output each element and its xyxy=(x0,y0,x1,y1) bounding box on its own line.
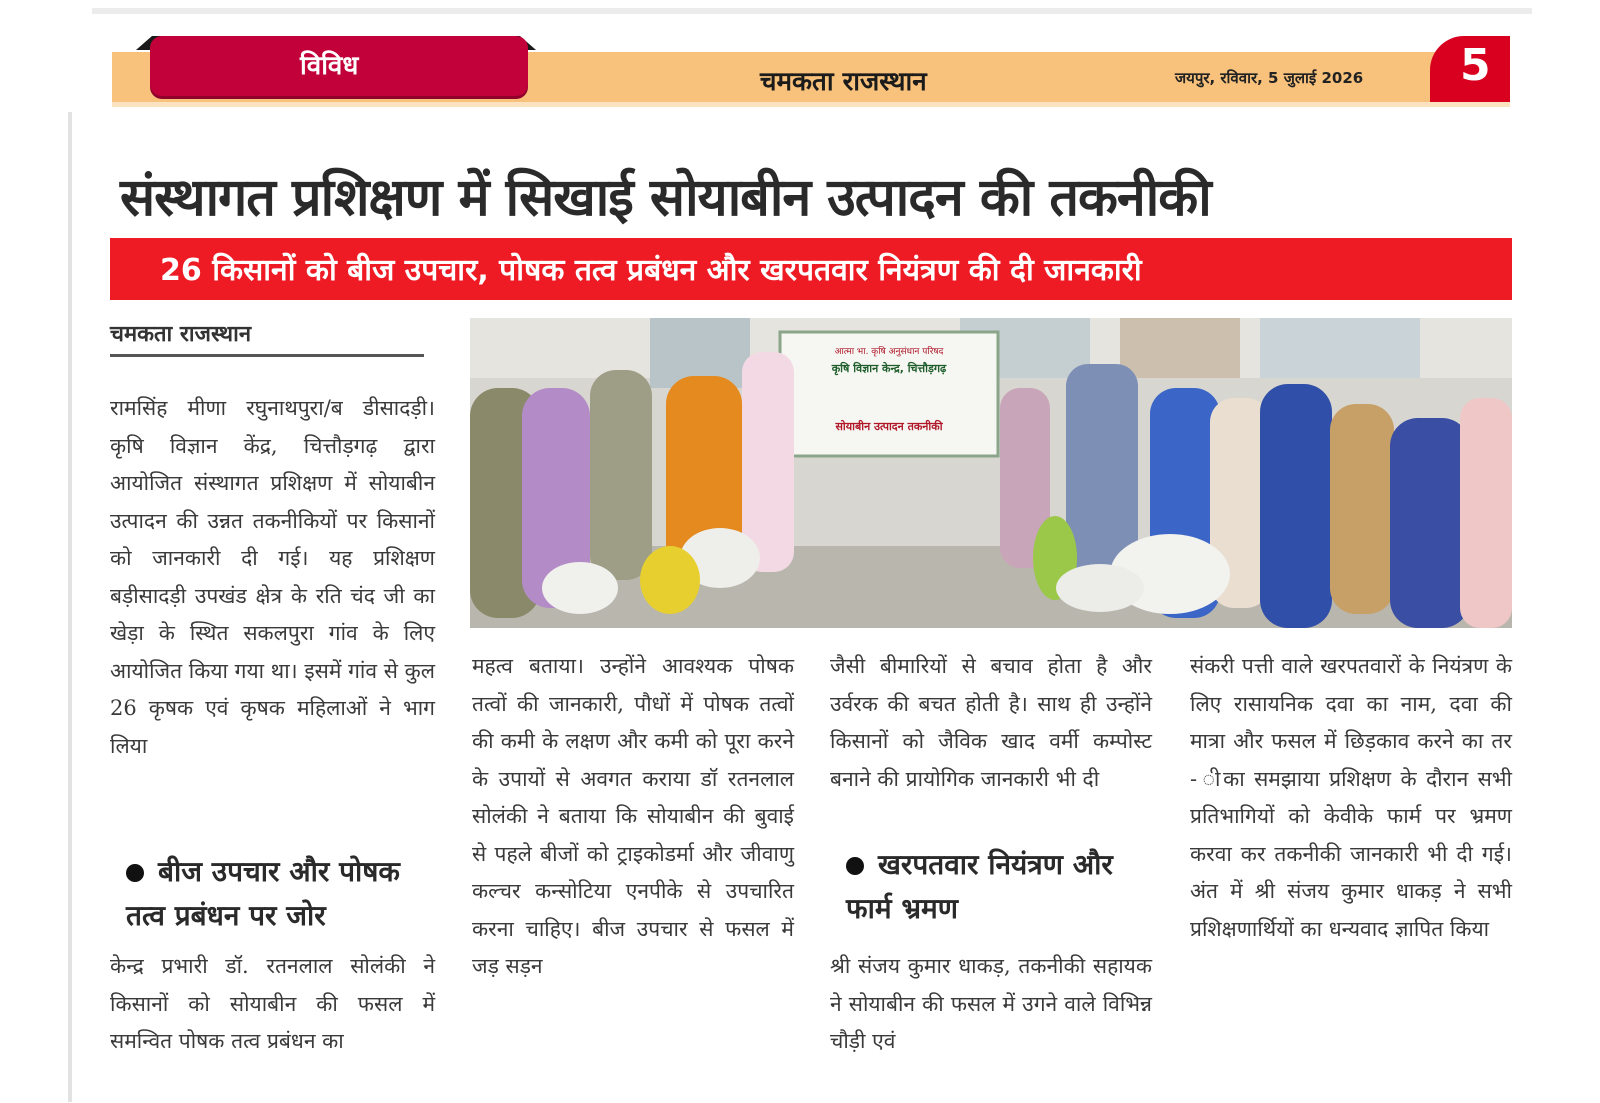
article-column-2: महत्व बताया। उन्होंने आवश्यक पोषक तत्वों की जानकारी, पौधों में पोषक तत्वों की कमी के लक्षण और कमी को पूरा करने के उपायों से अवगत कराया डॉ रतनलाल सोलंकी ने बताया कि सोयाबीन की बुवाई से पहले बीजों को ट्राइकोडर्मा और जीवाणु कल्चर कन्सोटिया एनपीके से उपचारित करना चाहिए। बीज उपचार से फसल में जड़ सड़न xyxy=(472,654,794,978)
article-subheadline: 26 किसानों को बीज उपचार, पोषक तत्व प्रबंधन और खरपतवार नियंत्रण की दी जानकारी xyxy=(110,238,1512,300)
page-top-line xyxy=(92,8,1532,14)
subheading-text: बीज उपचार और पोषक तत्व प्रबंधन पर जोर xyxy=(126,855,400,932)
header-band-shadow xyxy=(112,102,1510,107)
page-left-rule xyxy=(68,112,72,1102)
page-number: 5 xyxy=(1430,36,1510,102)
article-column-3-continued: श्री संजय कुमार धाकड़, तकनीकी सहायक ने सोयाबीन की फसल में उगने वाले विभिन्न चौड़ी एवं xyxy=(830,954,1152,1053)
photo-banner-line-1: आत्मा भा. कृषि अनुसंधान परिषद xyxy=(834,347,944,357)
subheading-seed-treatment xyxy=(126,850,446,938)
article-column-4: संकरी पत्ती वाले खरपतवारों के नियंत्रण के लिए रासायनिक दवा का नाम, दवा की मात्रा और फसल में छिड़काव करने का तर - ीका समझाया प्रशिक्षण के दौरान सभी प्रतिभागियों को केवीके फार्म पर भ्रमण करवा कर तकनीकी जानकारी भी दी गई। अंत में श्री संजय कुमार धाकड़ ने सभी प्रशिक्षणार्थियों का धन्यवाद ज्ञापित किया xyxy=(1190,654,1512,941)
training-photo-illustration xyxy=(470,318,1512,628)
photo-banner-line-2: कृषि विज्ञान केन्द्र, चित्तौड़गढ़ xyxy=(831,362,947,375)
article-photo xyxy=(470,318,1512,628)
article-headline: संस्थागत प्रशिक्षण में सिखाई सोयाबीन उत्पादन की तकनीकी xyxy=(120,167,1211,228)
bullet-dot-icon xyxy=(126,864,144,882)
article-byline: चमकता राजस्थान xyxy=(110,318,424,357)
article-column-1-intro: रामसिंह मीणा रघुनाथपुरा/ब डीसादड़ी। कृषि विज्ञान केंद्र, चित्तौड़गढ़ द्वारा आयोजित संस्थागत प्रशिक्षण में सोयाबीन उत्पादन की उन्नत तकनीकियों पर किसानों को जानकारी दी गई। यह प्रशिक्षण बड़ीसादड़ी उपखंड क्षेत्र के रति चंद जी का खेड़ा के स्थित सकलपुरा गांव के लिए आयोजित किया गया था। इसमें गांव से कुल 26 कृषक एवं कृषक महिलाओं ने भाग लिया xyxy=(110,396,435,758)
article-column-3: जैसी बीमारियों से बचाव होता है और उर्वरक की बचत होती है। साथ ही उन्होंने किसानों को जैविक खाद वर्मी कम्पोस्ट बनाने की प्रायोगिक जानकारी भी दी xyxy=(830,654,1152,791)
newspaper-name: चमकता राजस्थान xyxy=(760,67,927,97)
dateline: जयपुर, रविवार, 5 जुलाई 2026 xyxy=(1175,69,1364,87)
photo-banner-line-3: सोयाबीन उत्पादन तकनीकी xyxy=(835,420,943,433)
subheading-weed-control xyxy=(846,843,1166,931)
bullet-dot-icon xyxy=(846,857,864,875)
subheading-text: खरपतवार नियंत्रण और फार्म भ्रमण xyxy=(846,848,1113,925)
section-label: विविध xyxy=(150,36,528,96)
article-column-1-continued: केन्द्र प्रभारी डॉ. रतनलाल सोलंकी ने किसानों को सोयाबीन की फसल में समन्वित पोषक तत्व प्रबंधन का xyxy=(110,954,435,1053)
